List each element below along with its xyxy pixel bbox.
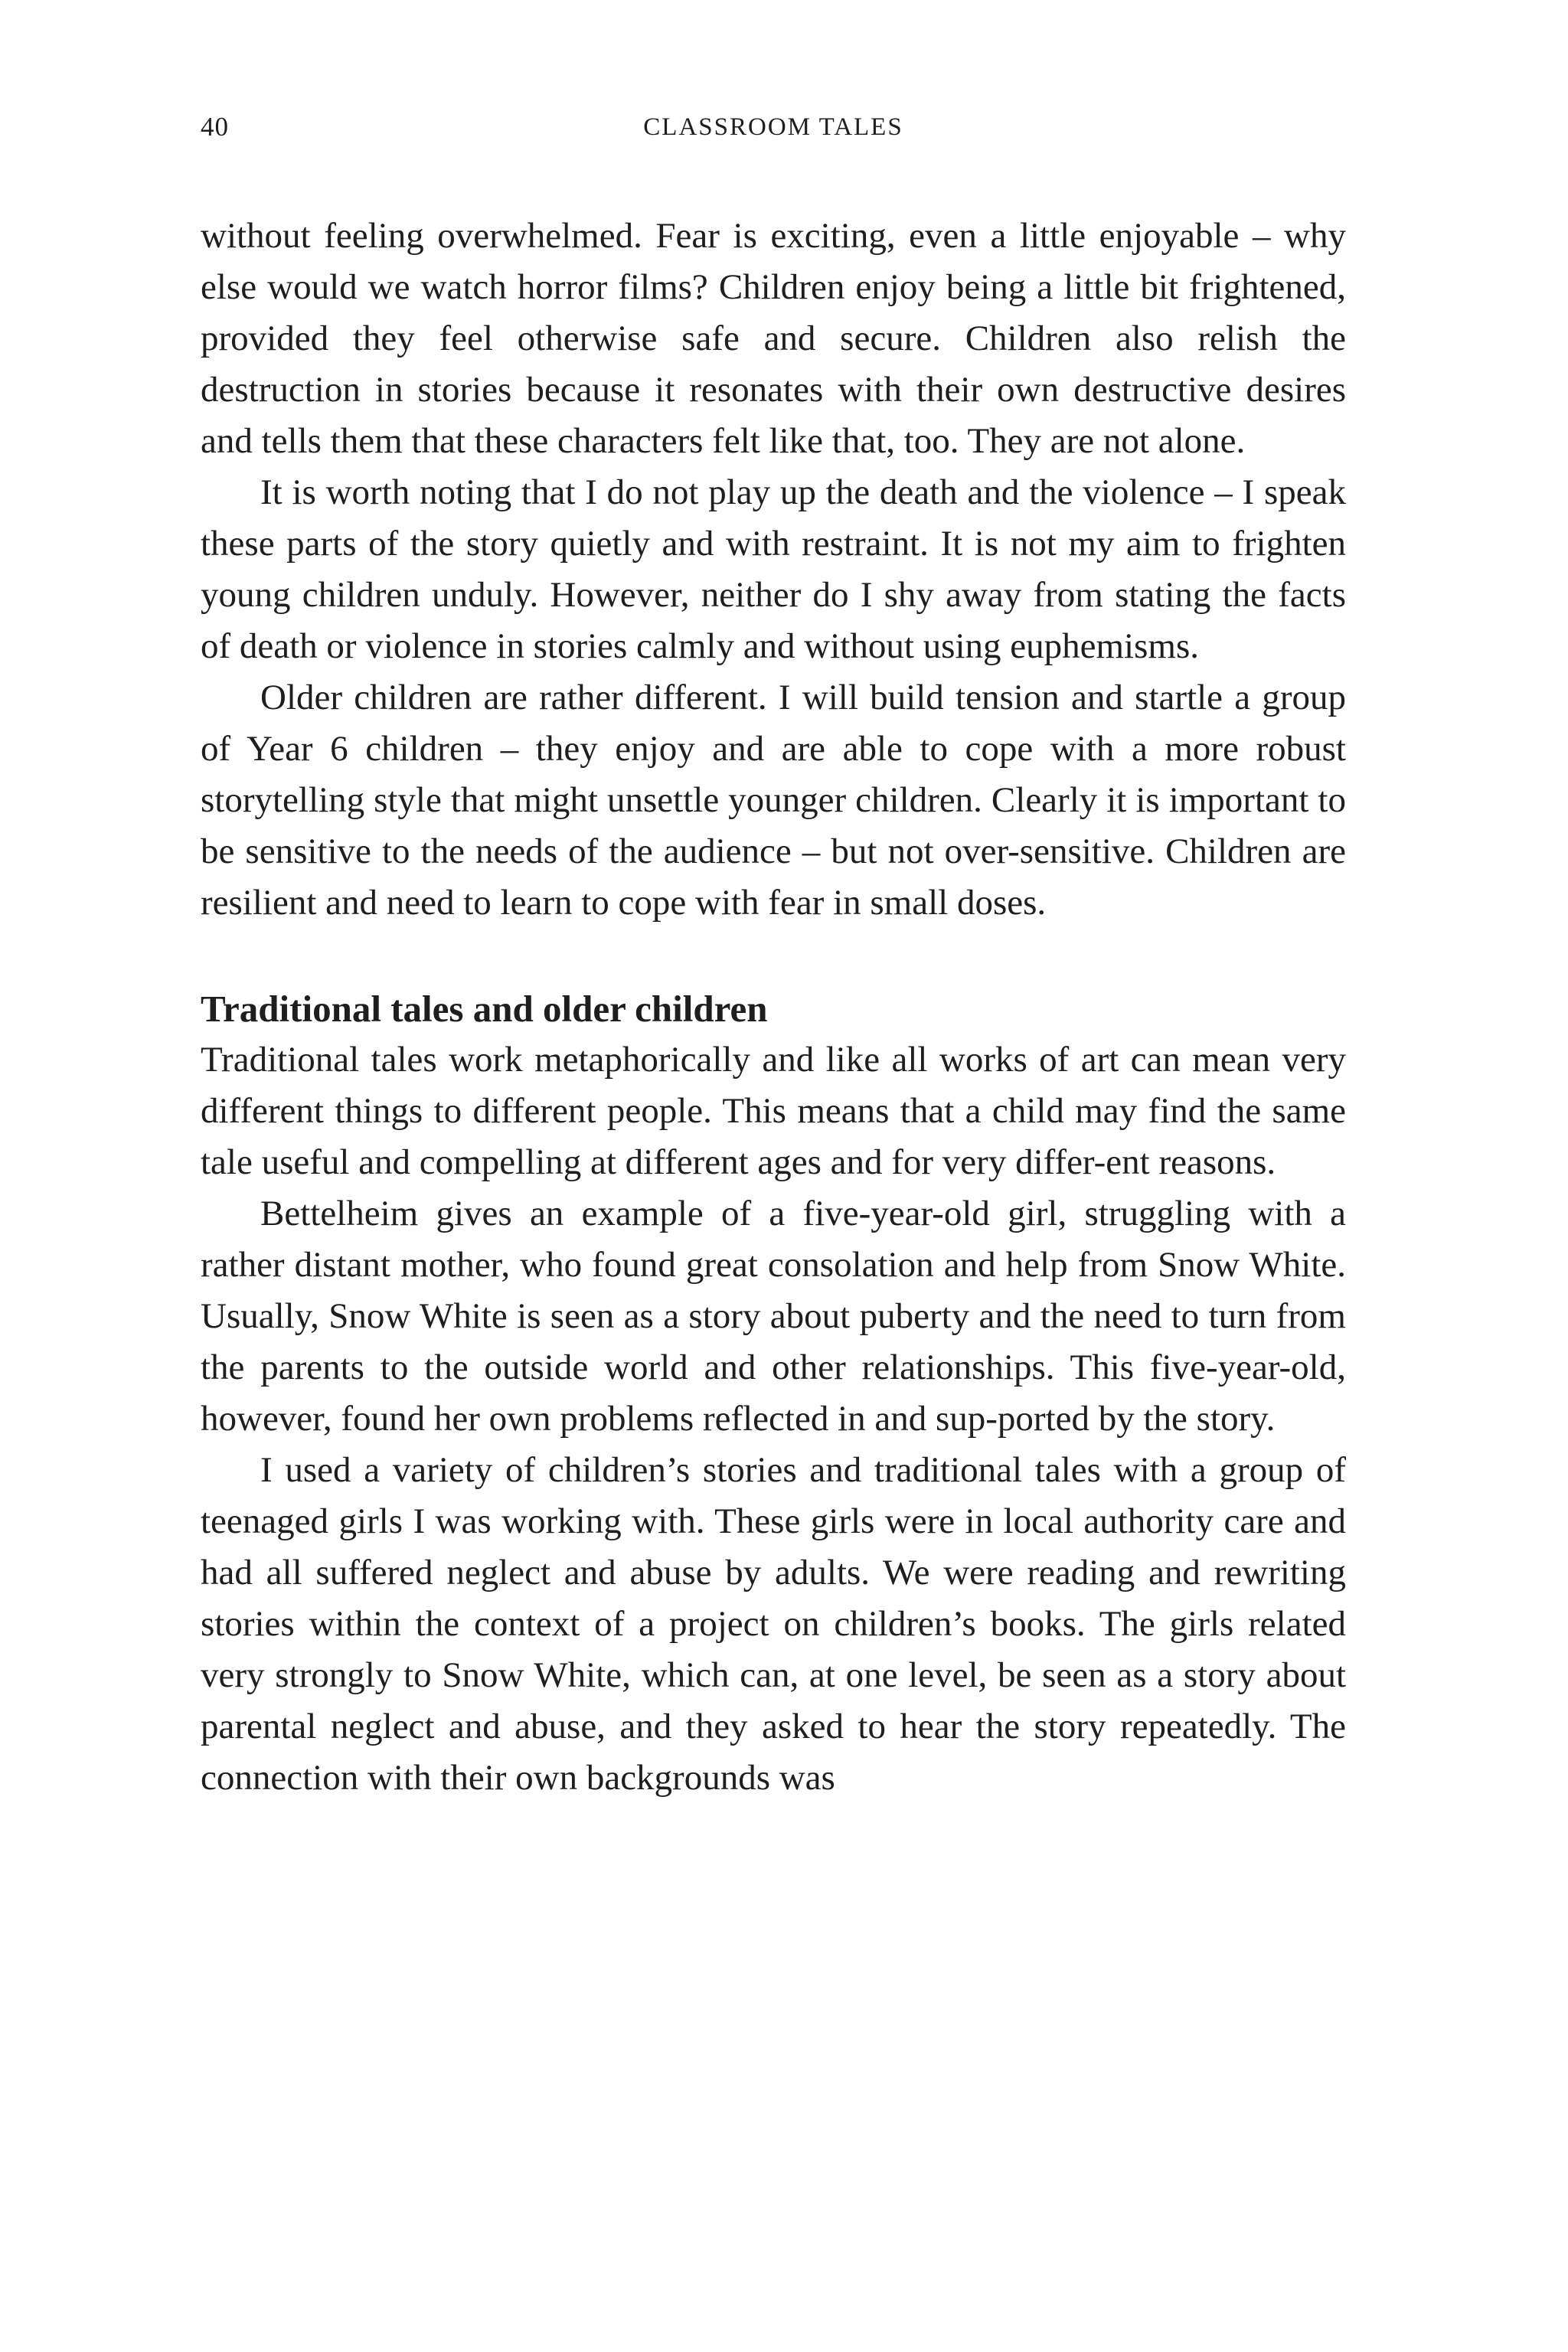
paragraph: I used a variety of children’s stories and traditional tales with a group of teenaged girls I was working with. These girls were in local authority care and had all suffered neglect and abuse by adults. We were reading and rewriting stories within the context of a project on children’s books. The girls related very strongly to Snow White, which can, at one level, be seen as a story about parental neglect and abuse, and they asked to hear the story repeatedly. The connection with their own backgrounds was [201, 1450, 1346, 1798]
running-head [201, 107, 1346, 147]
paragraph: Traditional tales work metaphorically and like all works of art can mean very different things to different people. This means that a child may find the same tale useful and compelling at different ages and for very differ-ent reasons. [201, 1040, 1346, 1182]
paragraph: Older children are rather different. I will build tension and startle a group of Year 6 children – they enjoy and are able to cope with a more robust storytelling style that might unsettle younger children. Clearly it is important to be sensitive to the needs of the audience – but not over-sensitive. Children are resilient and need to learn to cope with fear in small doses. [201, 678, 1346, 923]
paragraph: It is worth noting that I do not play up the death and the violence – I speak these parts of the story quietly and with restraint. It is not my aim to frighten young children unduly. However, neither do I shy away from stating the facts of death or violence in stories calmly and without using euphemisms. [201, 472, 1346, 666]
page-number: 40 [201, 112, 229, 142]
body-text [201, 211, 1346, 1804]
paragraph: Bettelheim gives an example of a five-year-old girl, struggling with a rather distant mother, who found great consolation and help from Snow White. Usually, Snow White is seen as a story about puberty and the need to turn from the parents to the outside world and other relationships. This five-year-old, however, found her own problems reflected in and sup-ported by the story. [201, 1194, 1346, 1439]
paragraph: without feeling overwhelmed. Fear is exciting, even a little enjoyable – why else would we watch horror films? Children enjoy being a little bit frightened, provided they feel otherwise safe and secure. Children also relish the destruction in stories because it resonates with their own destructive desires and tells them that these characters felt like that, too. They are not alone. [201, 216, 1346, 461]
running-title: CLASSROOM TALES [643, 113, 903, 141]
section-heading: Traditional tales and older children [201, 988, 768, 1030]
